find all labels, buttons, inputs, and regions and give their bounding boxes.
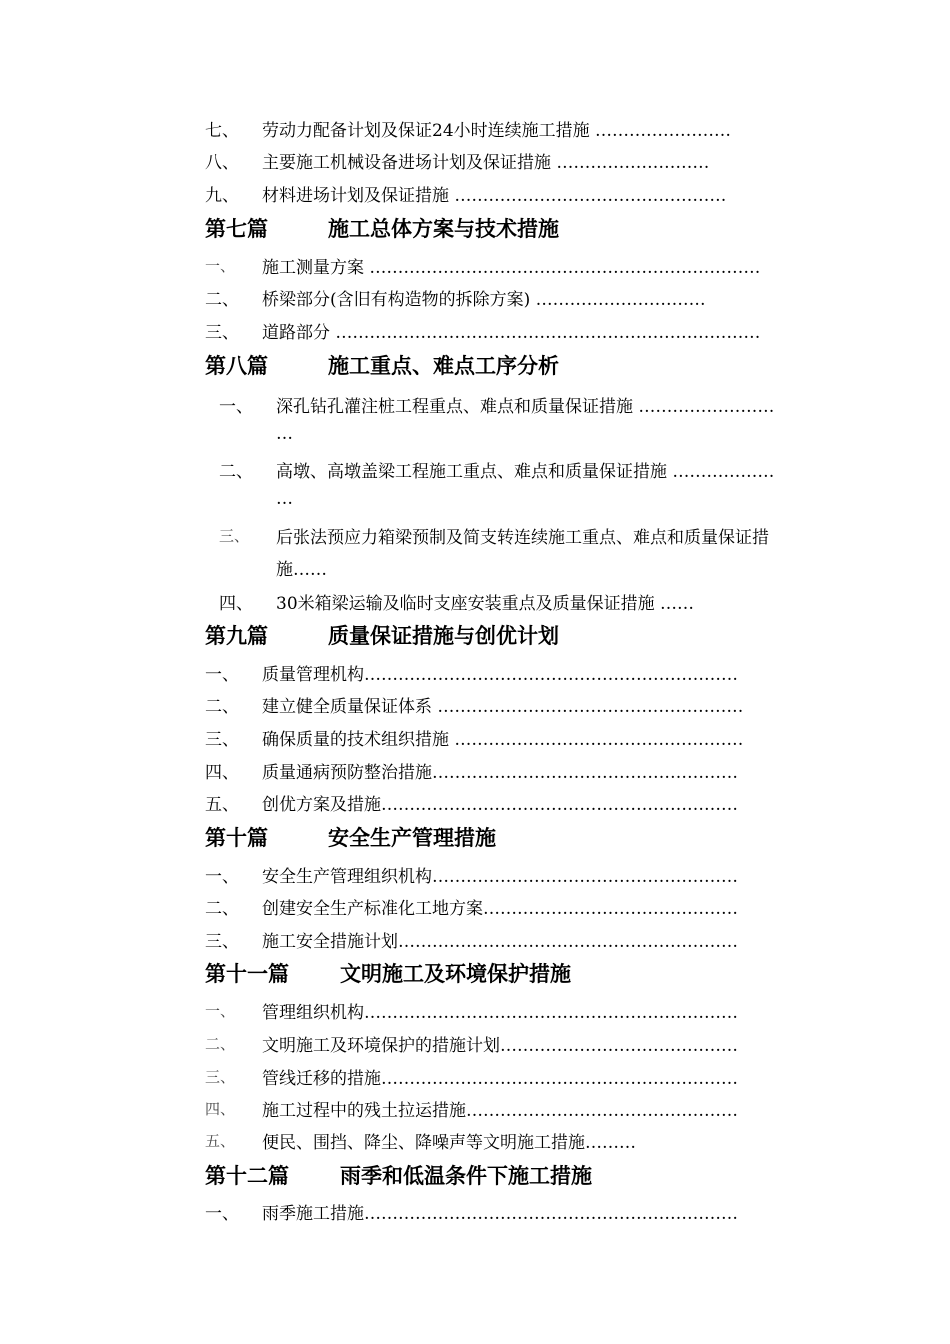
toc-entry-title: 管线迁移的措施……………………………………………………… [262,1069,738,1089]
toc-entry-number: 七、 [205,121,239,141]
chapter-number: 第八篇 [205,353,268,378]
toc-entry-title: 文明施工及环境保护的措施计划…………………………………… [262,1036,738,1056]
toc-entry-number: 四、 [205,1100,236,1118]
chapter-title: 文明施工及环境保护措施 [340,961,571,986]
chapter-number: 第九篇 [205,623,268,648]
toc-entry-number: 三、 [205,932,239,952]
toc-entry-number: 三、 [219,527,250,545]
toc-entry-number: 一、 [205,867,239,887]
toc-entry-title: 管理组织机构………………………………………………………… [262,1003,738,1023]
toc-entry-number: 一、 [219,397,253,417]
toc-entry-title: 主要施工机械设备进场计划及保证措施 ……………………… [262,153,710,173]
toc-entry-continuation: 施…… [276,560,327,580]
toc-entry-number: 三、 [205,730,239,750]
chapter-title: 施工重点、难点工序分析 [328,353,559,378]
toc-entry-number: 二、 [219,462,253,482]
chapter-number: 第十一篇 [205,961,289,986]
toc-entry-number: 五、 [205,1132,236,1150]
toc-entry-number: 二、 [205,1035,236,1053]
toc-entry-title: 高墩、高墩盖梁工程施工重点、难点和质量保证措施 ……………… [276,462,775,482]
toc-entry-number: 二、 [205,899,239,919]
toc-entry-title: 深孔钻孔灌注桩工程重点、难点和质量保证措施 …………………… [276,397,775,417]
toc-entry-title: 后张法预应力箱梁预制及简支转连续施工重点、难点和质量保证措 [276,528,769,548]
chapter-title: 安全生产管理措施 [328,825,496,850]
toc-entry-title: 质量通病预防整治措施……………………………………………… [262,763,738,783]
toc-entry-title: 施工安全措施计划…………………………………………………… [262,932,738,952]
toc-entry-number: 二、 [205,697,239,717]
toc-entry-title: 桥梁部分(含旧有构造物的拆除方案) ………………………… [262,290,706,310]
chapter-title: 质量保证措施与创优计划 [328,623,559,648]
toc-entry-title: 便民、围挡、降尘、降噪声等文明施工措施……… [262,1133,636,1153]
toc-entry-number: 二、 [205,290,239,310]
toc-entry-title: 创优方案及措施……………………………………………………… [262,795,738,815]
chapter-number: 第七篇 [205,216,268,241]
toc-entry-title: 道路部分 ………………………………………………………………… [262,323,761,343]
toc-entry-continuation: … [276,424,293,444]
toc-entry-number: 八、 [205,153,239,173]
toc-entry-number: 四、 [205,763,239,783]
toc-entry-number: 一、 [205,665,239,685]
toc-entry-number: 三、 [205,323,239,343]
toc-entry-title: 30米箱梁运输及临时支座安装重点及质量保证措施 …… [276,594,695,614]
toc-entry-number: 三、 [205,1068,236,1086]
chapter-number: 第十篇 [205,825,268,850]
toc-entry-number: 五、 [205,795,239,815]
toc-entry-title: 施工测量方案 …………………………………………………………… [262,258,761,278]
toc-entry-number: 一、 [205,1002,236,1020]
toc-entry-title: 材料进场计划及保证措施 ………………………………………… [262,186,727,206]
toc-entry-title: 安全生产管理组织机构……………………………………………… [262,867,738,887]
toc-entry-continuation: … [276,489,293,509]
toc-entry-title: 施工过程中的残土拉运措施………………………………………… [262,1101,738,1121]
chapter-number: 第十二篇 [205,1163,289,1188]
toc-entry-title: 质量管理机构………………………………………………………… [262,665,738,685]
toc-entry-number: 一、 [205,257,236,275]
toc-entry-title: 创建安全生产标准化工地方案……………………………………… [262,899,738,919]
toc-entry-number: 一、 [205,1204,239,1224]
toc-entry-title: 建立健全质量保证体系 ……………………………………………… [262,697,744,717]
chapter-title: 雨季和低温条件下施工措施 [340,1163,592,1188]
toc-entry-number: 四、 [219,594,253,614]
chapter-title: 施工总体方案与技术措施 [328,216,559,241]
toc-entry-title: 雨季施工措施………………………………………………………… [262,1204,738,1224]
toc-entry-title: 确保质量的技术组织措施 …………………………………………… [262,730,744,750]
toc-entry-title: 劳动力配备计划及保证24小时连续施工措施 …………………… [262,121,732,141]
toc-entry-number: 九、 [205,186,239,206]
